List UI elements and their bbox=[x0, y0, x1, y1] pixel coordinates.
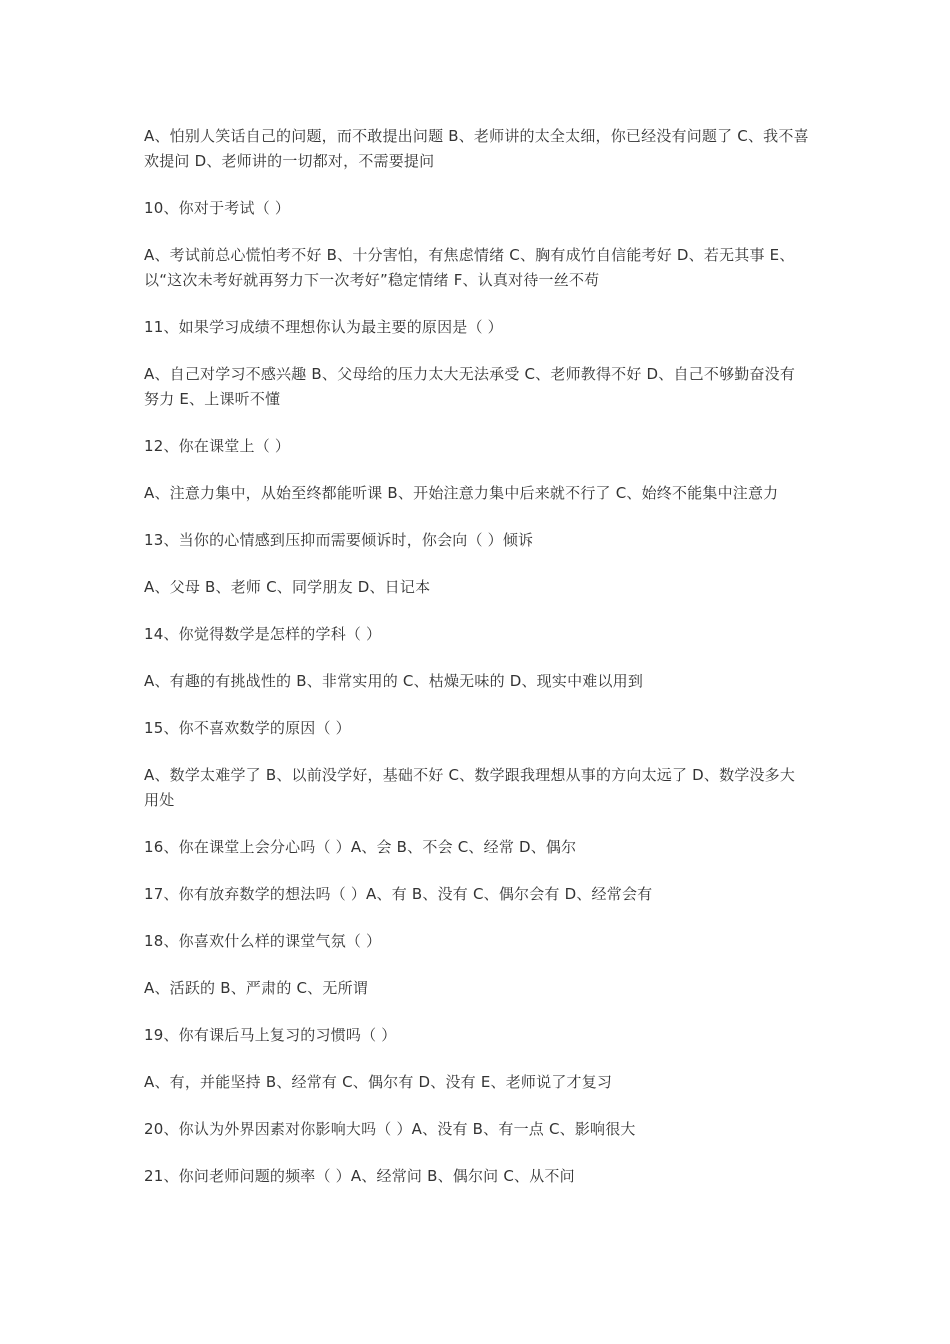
question-19: 19、你有课后马上复习的习惯吗（ ） bbox=[144, 1026, 397, 1044]
answer-options-9: A、怕别人笑话自己的问题，而不敢提出问题 B、老师讲的太全太细，你已经没有问题了 C、我不喜欢提问 D、老师讲的一切都对，不需要提问 bbox=[144, 127, 809, 170]
question-15: 15、你不喜欢数学的原因（ ） bbox=[144, 719, 351, 737]
question-18: 18、你喜欢什么样的课堂气氛（ ） bbox=[144, 932, 382, 950]
question-11: 11、如果学习成绩不理想你认为最主要的原因是（ ） bbox=[144, 318, 503, 336]
question-12: 12、你在课堂上（ ） bbox=[144, 437, 291, 455]
question-13: 13、当你的心情感到压抑而需要倾诉时，你会向（ ）倾诉 bbox=[144, 531, 534, 549]
answer-options-19: A、有，并能坚持 B、经常有 C、偶尔有 D、没有 E、老师说了才复习 bbox=[144, 1073, 613, 1091]
answer-options-13: A、父母 B、老师 C、同学朋友 D、日记本 bbox=[144, 578, 431, 596]
question-14: 14、你觉得数学是怎样的学科（ ） bbox=[144, 625, 382, 643]
answer-options-12: A、注意力集中，从始至终都能听课 B、开始注意力集中后来就不行了 C、始终不能集中注意力 bbox=[144, 484, 779, 502]
answer-options-11: A、自己对学习不感兴趣 B、父母给的压力太大无法承受 C、老师教得不好 D、自己不够勤奋没有努力 E、上课听不懂 bbox=[144, 365, 796, 408]
answer-options-10: A、考试前总心慌怕考不好 B、十分害怕，有焦虑情绪 C、胸有成竹自信能考好 D、若无其事 E、以“这次未考好就再努力下一次考好”稳定情绪 F、认真对待一丝不苟 bbox=[144, 246, 795, 289]
answer-options-18: A、活跃的 B、严肃的 C、无所谓 bbox=[144, 979, 368, 997]
questionnaire-body bbox=[144, 124, 810, 1211]
answer-options-15: A、数学太难学了 B、以前没学好，基础不好 C、数学跟我理想从事的方向太远了 D、数学没多大用处 bbox=[144, 766, 796, 809]
question-17: 17、你有放弃数学的想法吗（ ）A、有 B、没有 C、偶尔会有 D、经常会有 bbox=[144, 885, 653, 903]
question-21: 21、你问老师问题的频率（ ）A、经常问 B、偶尔问 C、从不问 bbox=[144, 1167, 575, 1185]
answer-options-14: A、有趣的有挑战性的 B、非常实用的 C、枯燥无味的 D、现实中难以用到 bbox=[144, 672, 644, 690]
question-10: 10、你对于考试（ ） bbox=[144, 199, 291, 217]
question-16: 16、你在课堂上会分心吗（ ）A、会 B、不会 C、经常 D、偶尔 bbox=[144, 838, 577, 856]
question-20: 20、你认为外界因素对你影响大吗（ ）A、没有 B、有一点 C、影响很大 bbox=[144, 1120, 636, 1138]
